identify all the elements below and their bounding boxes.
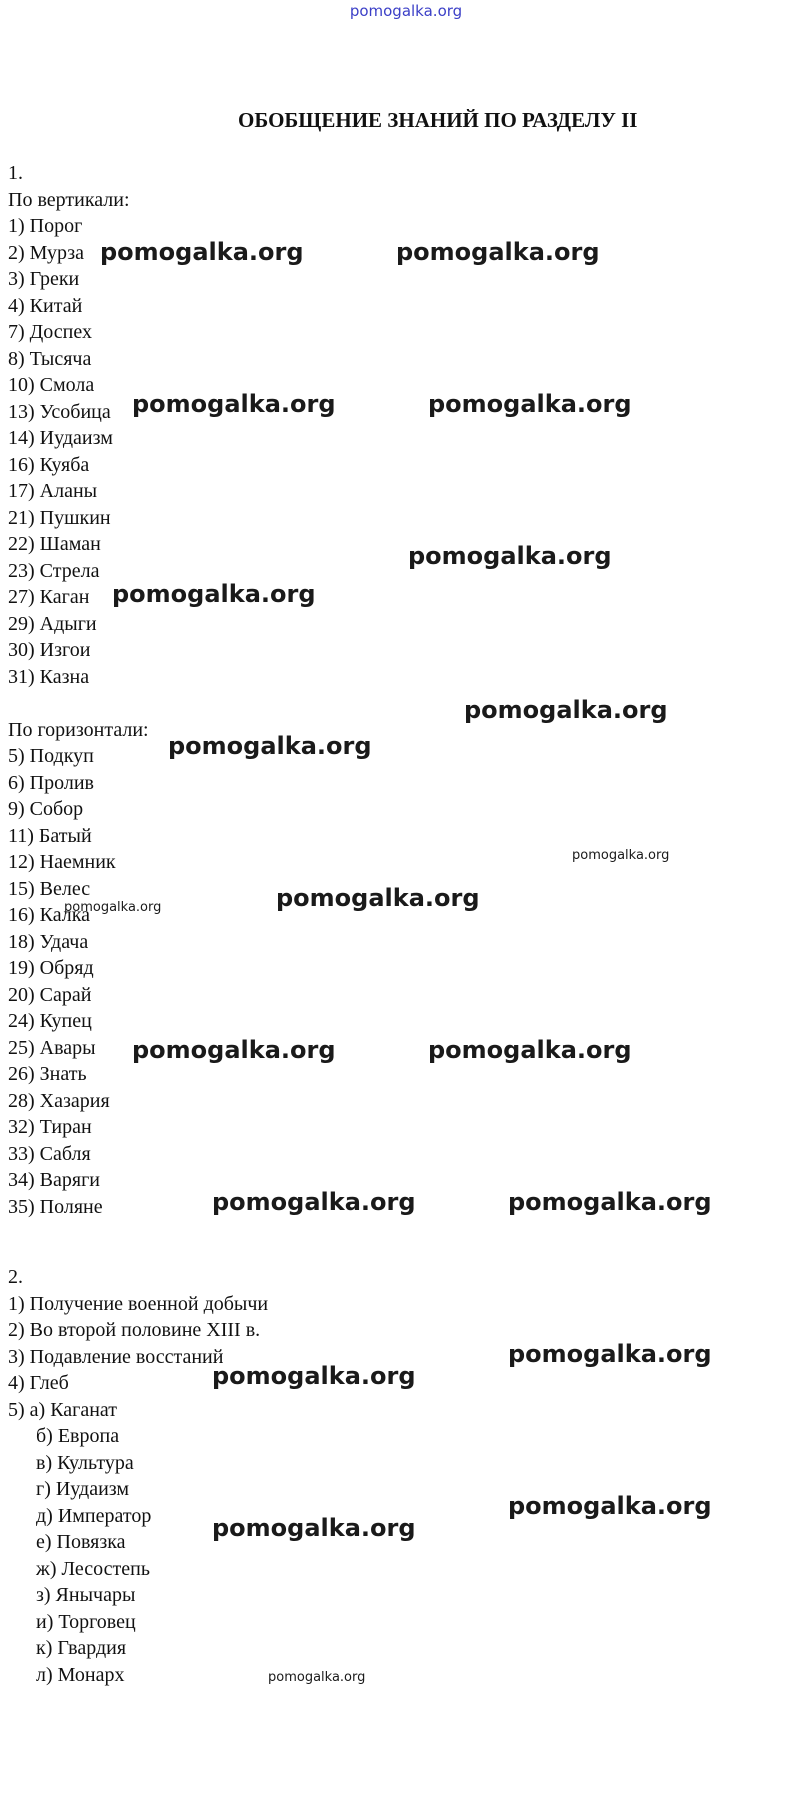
list-item: 28) Хазария [8,1089,110,1112]
list-item: 14) Иудаизм [8,427,113,449]
watermark: pomogalka.org [132,390,336,418]
list-item: 18) Удача [8,930,89,953]
list-item: 7) Доспех [8,321,92,343]
list-item: е) Повязка [36,1531,126,1553]
list-item: 27) Каган [8,586,90,608]
list-item: 31) Казна [8,665,90,688]
section-2-number: 2. [8,1266,23,1288]
list-item: 6) Пролив [8,771,94,794]
list-item: 4) Глеб [8,1372,69,1394]
list-item: 15) Велес [8,877,91,900]
list-item: 1) Порог [8,215,83,237]
list-item: 3) Греки [8,268,80,290]
list-item: 20) Сарай [8,983,92,1006]
watermark: pomogalka.org [212,1514,416,1542]
list-item: 29) Адыги [8,612,97,635]
watermark: pomogalka.org [132,1036,336,1064]
list-item: 32) Тиран [8,1116,92,1138]
page-title: ОБОБЩЕНИЕ ЗНАНИЙ ПО РАЗДЕЛУ II [238,108,638,132]
watermark: pomogalka.org [508,1340,712,1368]
list-item: и) Торговец [36,1610,136,1633]
horizontal-heading: По горизонтали: [8,718,149,741]
watermark: pomogalka.org [100,238,304,266]
list-item: 17) Аланы [8,480,98,502]
watermark: pomogalka.org [64,900,162,915]
list-item: к) Гвардия [36,1637,127,1659]
list-item: 33) Сабля [8,1142,91,1165]
list-item: 3) Подавление восстаний [8,1345,224,1368]
list-item: 35) Поляне [8,1195,103,1218]
list-item: ж) Лесостепь [36,1557,150,1580]
watermark: pomogalka.org [428,1036,632,1064]
header-site-watermark: pomogalka.org [349,2,463,20]
section-1-number: 1. [8,162,23,184]
list-item: 30) Изгои [8,639,91,661]
watermark: pomogalka.org [508,1492,712,1520]
section-1 [8,160,149,1220]
list-item: 34) Варяги [8,1169,100,1191]
watermark: pomogalka.org [396,238,600,266]
list-item: 11) Батый [8,824,92,847]
watermark: pomogalka.org [464,696,668,724]
section-2 [8,1264,268,1688]
list-item: 23) Стрела [8,559,100,582]
vertical-heading: По вертикали: [8,188,130,211]
list-item: 13) Усобица [8,400,111,423]
list-item: 9) Собор [8,798,84,820]
watermark: pomogalka.org [428,390,632,418]
watermark: pomogalka.org [508,1188,712,1216]
list-item: г) Иудаизм [36,1478,130,1500]
list-item: 25) Авары [8,1036,96,1059]
list-item: 12) Наемник [8,851,116,873]
list-item: 8) Тысяча [8,347,92,370]
spacer [8,690,149,717]
list-item: 1) Получение военной добычи [8,1292,269,1315]
list-item: 5) Подкуп [8,745,94,767]
list-item: б) Европа [36,1425,120,1447]
list-item: в) Культура [36,1451,134,1474]
section-2-answers-list [8,1291,268,1424]
watermark: pomogalka.org [268,1670,366,1685]
list-item: з) Янычары [36,1584,136,1606]
watermark: pomogalka.org [276,884,480,912]
list-item: 24) Купец [8,1010,92,1032]
horizontal-answers-list [8,743,149,1220]
list-item: 21) Пушкин [8,506,111,529]
list-item: 2) Мурза [8,241,84,264]
watermark: pomogalka.org [572,848,670,863]
list-item: 22) Шаман [8,533,101,555]
list-item: л) Монарх [36,1663,125,1686]
list-item: 10) Смола [8,374,95,396]
watermark: pomogalka.org [112,580,316,608]
list-item: 4) Китай [8,294,83,317]
list-item: 2) Во второй половине XIII в. [8,1319,261,1341]
list-item: д) Император [36,1504,152,1527]
list-item: 26) Знать [8,1063,87,1085]
vertical-answers-list [8,213,149,690]
list-item: 19) Обряд [8,957,94,979]
watermark: pomogalka.org [212,1188,416,1216]
watermark: pomogalka.org [168,732,372,760]
watermark: pomogalka.org [408,542,612,570]
section-2-sub-answers-list [8,1423,268,1688]
list-item: 16) Калка [8,904,91,926]
list-item: 5) а) Каганат [8,1398,118,1421]
watermark: pomogalka.org [212,1362,416,1390]
list-item: 16) Куяба [8,453,90,476]
